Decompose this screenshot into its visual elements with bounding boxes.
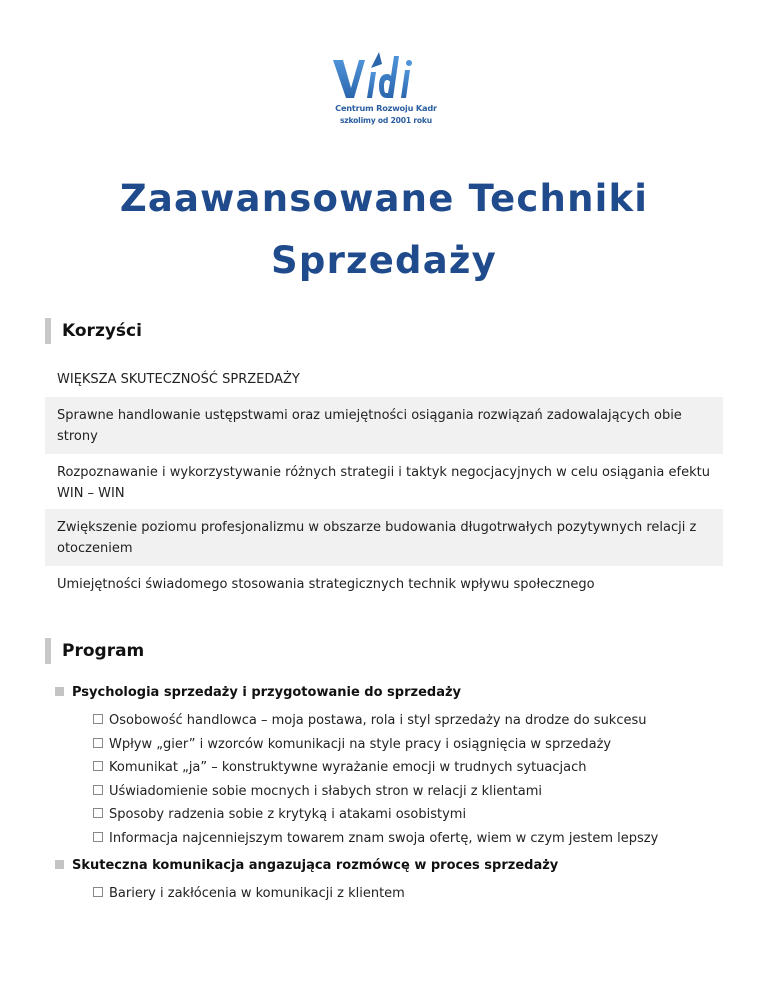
program-item: [93, 806, 466, 824]
checkbox-bullet-icon: [93, 808, 103, 818]
page-title-line-2: Sprzedaży: [271, 239, 497, 282]
checkbox-bullet-icon: [93, 761, 103, 771]
checkbox-bullet-icon: [93, 738, 103, 748]
program-heading: Program: [45, 638, 144, 664]
program-item: [93, 885, 405, 903]
page-title: [0, 168, 768, 292]
benefit-item: Sprawne handlowanie ustępstwami oraz umiejętności osiągania rozwiązań zadowalających obie strony: [45, 397, 723, 454]
program-item-text: Osobowość handlowca – moja postawa, rola i styl sprzedaży na drodze do sukcesu: [109, 713, 647, 728]
program-item: [93, 736, 611, 754]
program-item-text: Sposoby radzenia sobie z krytyką i atakami osobistymi: [109, 807, 467, 822]
logo-tagline-2: szkolimy od 2001 roku: [339, 116, 432, 125]
program-item-text: Komunikat „ja” – konstruktywne wyrażanie emocji w trudnych sytuacjach: [109, 760, 587, 775]
square-bullet-icon: [55, 860, 64, 869]
square-bullet-icon: [55, 687, 64, 696]
program-item: [93, 783, 542, 801]
page-title-line-1: Zaawansowane Techniki: [119, 177, 649, 220]
program-item-text: Uświadomienie sobie mocnych i słabych stron w relacji z klientami: [109, 784, 542, 799]
logo-tagline-1: Centrum Rozwoju Kadr: [335, 103, 437, 113]
program-module-title: Skuteczna komunikacja angazująca rozmówcę w proces sprzedaży: [72, 858, 559, 873]
benefits-list: [45, 365, 723, 602]
program-item: [93, 759, 586, 777]
benefit-item: Zwiększenie poziomu profesjonalizmu w obszarze budowania długotrwałych pozytywnych relacji z otoczeniem: [45, 509, 723, 566]
program-item-text: Informacja najcenniejszym towarem znam swoja ofertę, wiem w czym jestem lepszy: [109, 831, 659, 846]
program-item: [93, 830, 658, 848]
program-module-title: Psychologia sprzedaży i przygotowanie do sprzedaży: [72, 685, 462, 700]
program-module: [55, 684, 461, 702]
checkbox-bullet-icon: [93, 832, 103, 842]
benefit-item: WIĘKSZA SKUTECZNOŚĆ SPRZEDAŻY: [57, 372, 300, 387]
checkbox-bullet-icon: [93, 887, 103, 897]
checkbox-bullet-icon: [93, 785, 103, 795]
benefit-item: Umiejętności świadomego stosowania strategicznych technik wpływu społecznego: [57, 577, 595, 592]
program-item-text: Bariery i zakłócenia w komunikacji z klientem: [109, 886, 405, 901]
program-item-text: Wpływ „gier” i wzorców komunikacji na style pracy i osiągnięcia w sprzedaży: [109, 737, 612, 752]
checkbox-bullet-icon: [93, 714, 103, 724]
benefit-item: Rozpoznawanie i wykorzystywanie różnych strategii i taktyk negocjacyjnych w celu osiągania efektu WIN – WIN: [57, 465, 710, 501]
benefits-heading: Korzyści: [45, 318, 142, 344]
program-module: [55, 857, 558, 875]
vidi-logo-mark: [327, 50, 445, 106]
vidi-logo: [327, 50, 445, 132]
program-item: [93, 712, 647, 730]
